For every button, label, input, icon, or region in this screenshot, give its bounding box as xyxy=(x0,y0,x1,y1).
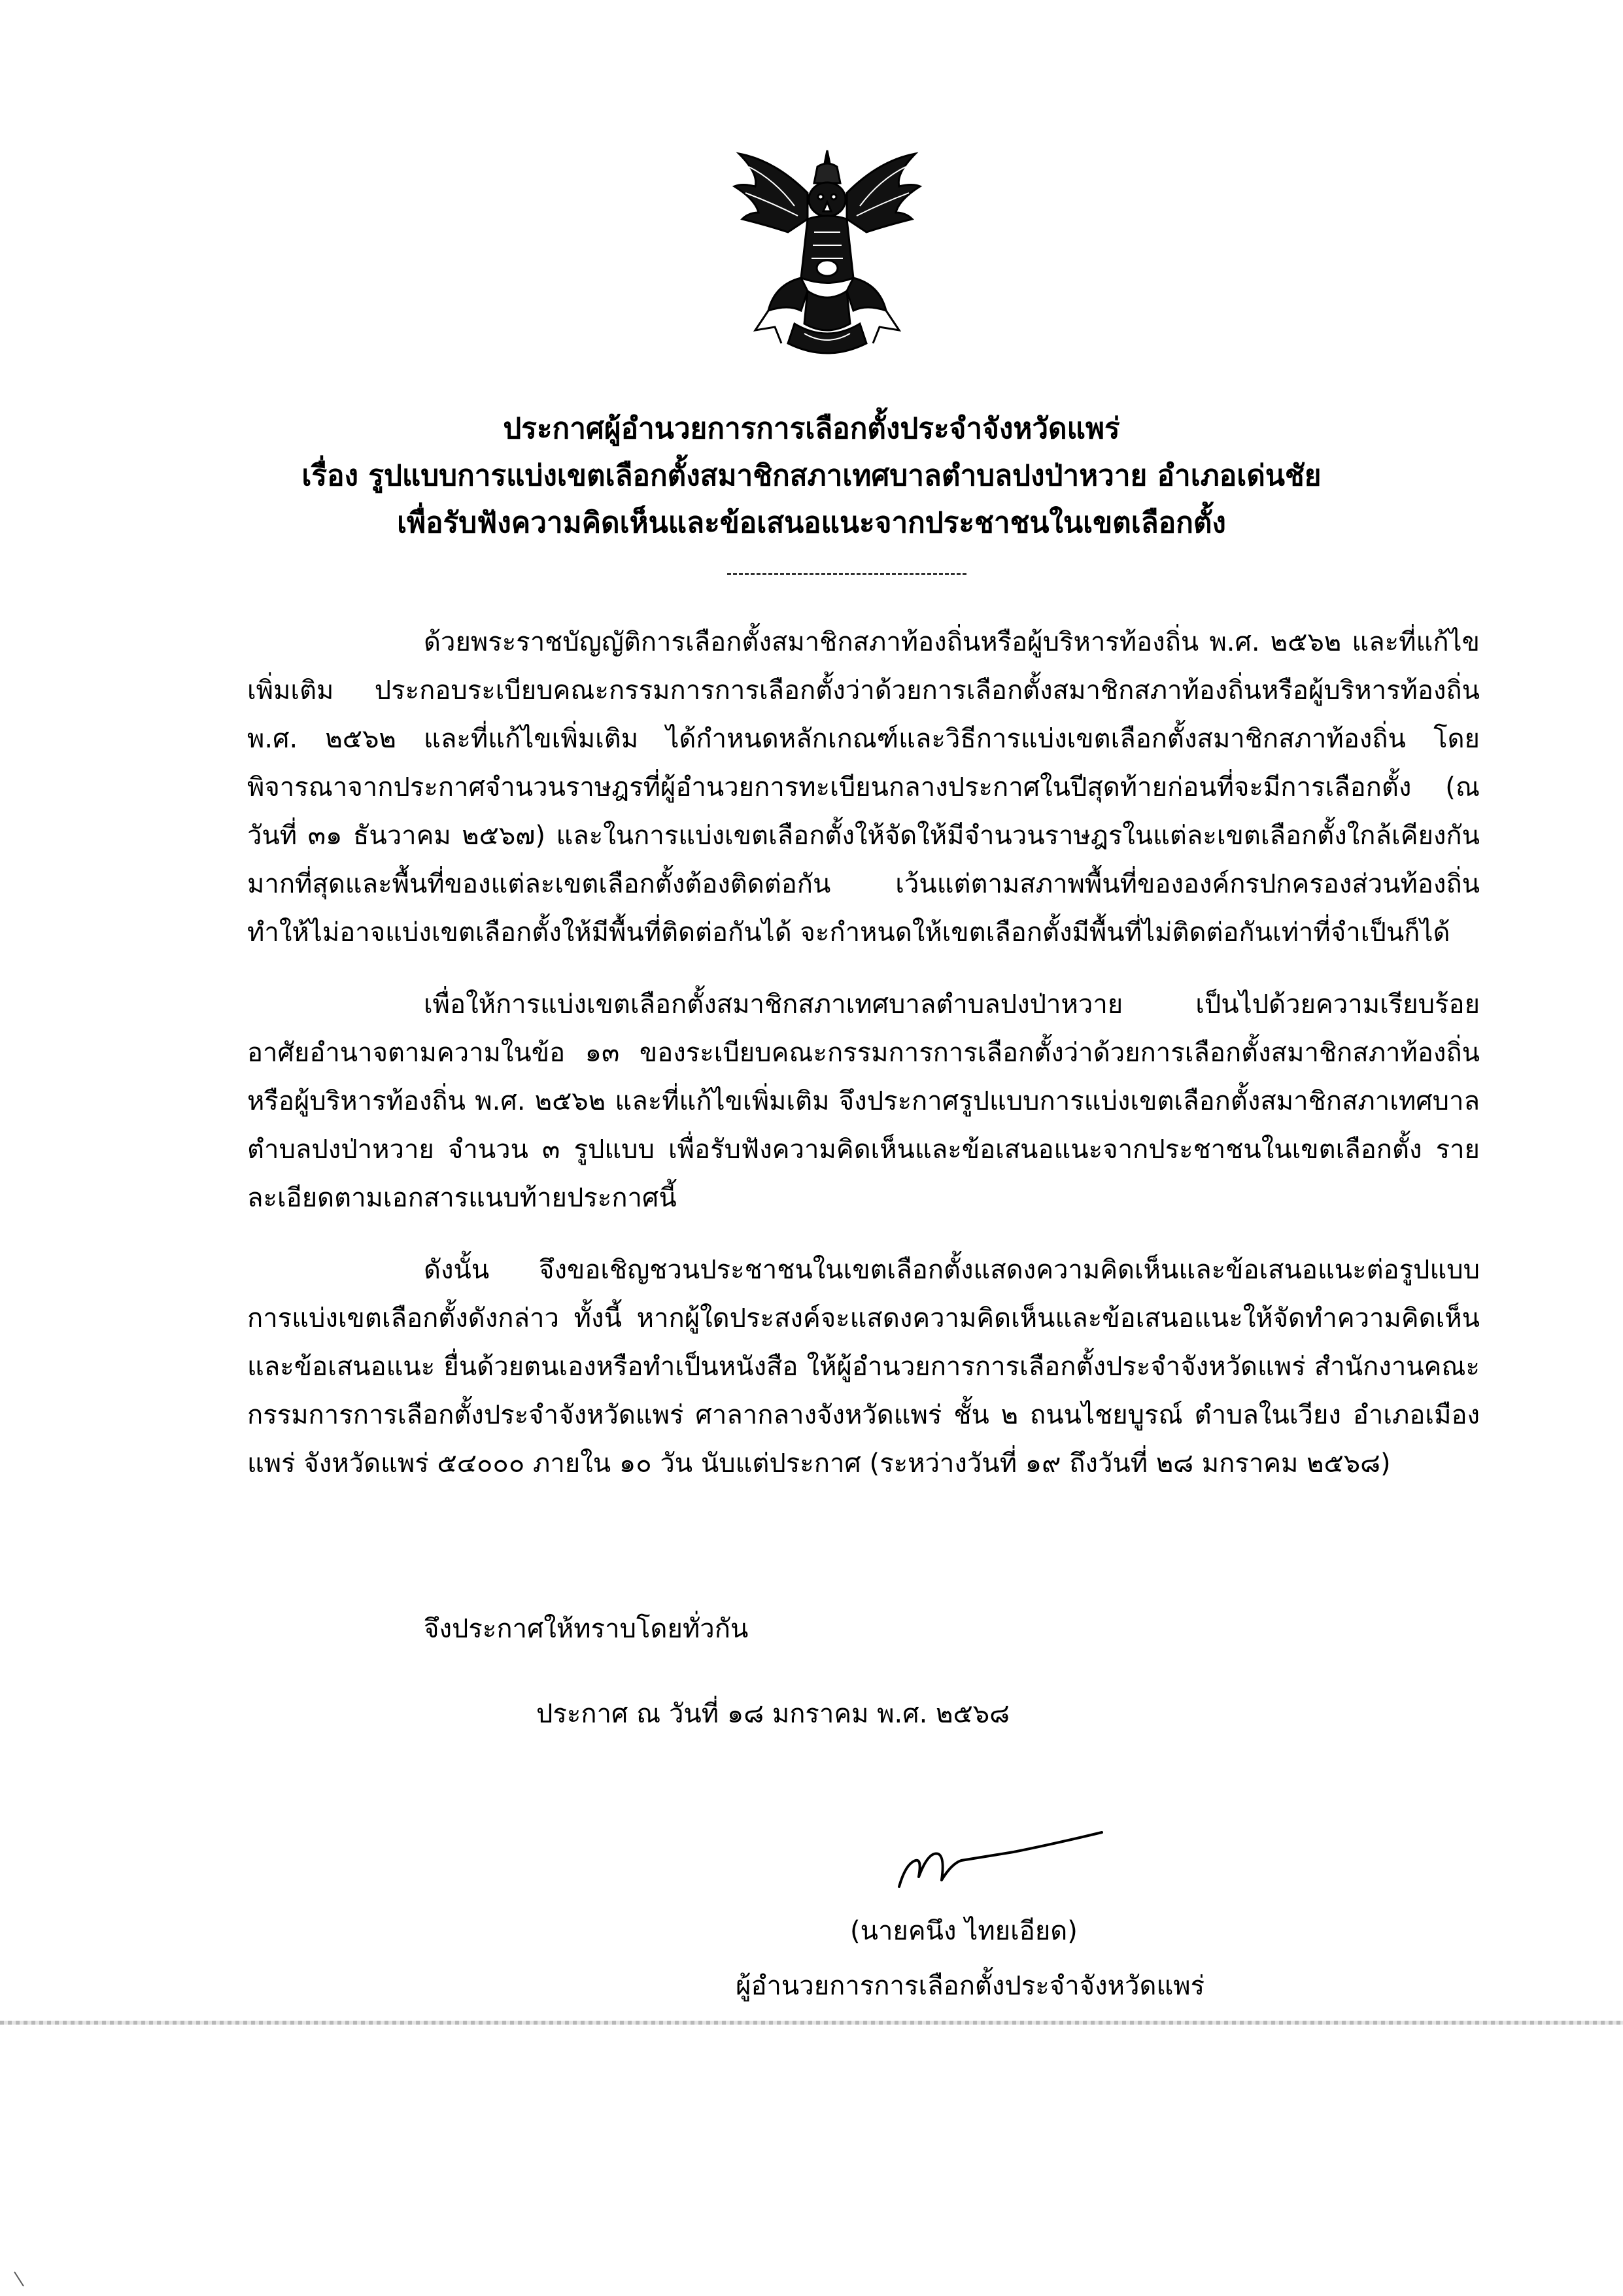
scan-corner-mark-icon xyxy=(12,2269,31,2289)
paragraph-1: ด้วยพระราชบัญญัติการเลือกตั้งสมาชิกสภาท้องถิ่นหรือผู้บริหารท้องถิ่น พ.ศ. ๒๕๖๒ และที่แก้ไขเพิ่มเติม ประกอบระเบียบคณะกรรมการการเลือกตั้งว่าด้วยการเลือกตั้งสมาชิกสภาท้องถิ่นหรือผู้บริหารท้องถิ่น พ.ศ. ๒๕๖๒ และที่แก้ไขเพิ่มเติม ได้กำหนดหลักเกณฑ์และวิธีการแบ่งเขตเลือกตั้งสมาชิกสภาท้องถิ่น โดยพิจารณาจากประกาศจำนวนราษฎรที่ผู้อำนวยการทะเบียนกลางประกาศในปีสุดท้ายก่อนที่จะมีการเลือกตั้ง (ณ วันที่ ๓๑ ธันวาคม ๒๕๖๗) และในการแบ่งเขตเลือกตั้งให้จัดให้มีจำนวนราษฎรในแต่ละเขตเลือกตั้งใกล้เคียงกันมากที่สุดและพื้นที่ของแต่ละเขตเลือกตั้งต้องติดต่อกัน เว้นแต่ตามสภาพพื้นที่ขององค์กรปกครองส่วนท้องถิ่นทำให้ไม่อาจแบ่งเขตเลือกตั้งให้มีพื้นที่ติดต่อกันได้ จะกำหนดให้เขตเลือกตั้งมีพื้นที่ไม่ติดต่อกันเท่าที่จำเป็นก็ได้ xyxy=(247,627,1480,948)
heading-line-2: เรื่อง รูปแบบการแบ่งเขตเลือกตั้งสมาชิกสภาเทศบาลตำบลปงป่าหวาย อำเภอเด่นชัย xyxy=(301,459,1322,492)
paragraph-3: ดังนั้น จึงขอเชิญชวนประชาชนในเขตเลือกตั้งแสดงความคิดเห็นและข้อเสนอแนะต่อรูปแบบการแบ่งเขตเลือกตั้งดังกล่าว ทั้งนี้ หากผู้ใดประสงค์จะแสดงความคิดเห็นและข้อเสนอแนะให้จัดทำความคิดเห็นและข้อเสนอแนะ ยื่นด้วยตนเองหรือทำเป็นหนังสือ ให้ผู้อำนวยการการเลือกตั้งประจำจังหวัดแพร่ สำนักงานคณะกรรมการการเลือกตั้งประจำจังหวัดแพร่ ศาลากลางจังหวัดแพร่ ชั้น ๒ ถนนไชยบูรณ์ ตำบลในเวียง อำเภอเมืองแพร่ จังหวัดแพร่ ๕๔๐๐๐ ภายใน ๑๐ วัน นับแต่ประกาศ (ระหว่างวันที่ ๑๙ ถึงวันที่ ๒๘ มกราคม ๒๕๖๘) xyxy=(247,1255,1480,1479)
scan-artifact-line xyxy=(0,2021,1623,2025)
garuda-emblem-icon xyxy=(729,147,925,363)
document-body xyxy=(247,618,1480,1511)
announcement-date: ประกาศ ณ วันที่ ๑๘ มกราคม พ.ศ. ๒๕๖๘ xyxy=(536,1699,1010,1729)
heading-line-1: ประกาศผู้อำนวยการการเลือกตั้งประจำจังหวัดแพร่ xyxy=(503,412,1120,445)
signer-title: ผู้อำนวยการการเลือกตั้งประจำจังหวัดแพร่ xyxy=(736,1971,1205,2001)
paragraph-2: เพื่อให้การแบ่งเขตเลือกตั้งสมาชิกสภาเทศบาลตำบลปงป่าหวาย เป็นไปด้วยความเรียบร้อย อาศัยอำนาจตามความในข้อ ๑๓ ของระเบียบคณะกรรมการการเลือกตั้งว่าด้วยการเลือกตั้งสมาชิกสภาท้องถิ่นหรือผู้บริหารท้องถิ่น พ.ศ. ๒๕๖๒ และที่แก้ไขเพิ่มเติม จึงประกาศรูปแบบการแบ่งเขตเลือกตั้งสมาชิกสภาเทศบาลตำบลปงป่าหวาย จำนวน ๓ รูปแบบ เพื่อรับฟังความคิดเห็นและข้อเสนอแนะจากประชาชนในเขตเลือกตั้ง รายละเอียดตามเอกสารแนบท้ายประกาศนี้ xyxy=(247,989,1480,1213)
signer-name: (นายคนึง ไทยเอียด) xyxy=(850,1916,1078,1946)
heading-divider xyxy=(727,573,966,575)
heading-line-3: เพื่อรับฟังความคิดเห็นและข้อเสนอแนะจากประชาชนในเขตเลือกตั้ง xyxy=(397,506,1226,540)
closing-statement: จึงประกาศให้ทราบโดยทั่วกัน xyxy=(424,1614,749,1644)
handwritten-signature-icon xyxy=(896,1825,1105,1903)
document-heading xyxy=(196,405,1427,547)
